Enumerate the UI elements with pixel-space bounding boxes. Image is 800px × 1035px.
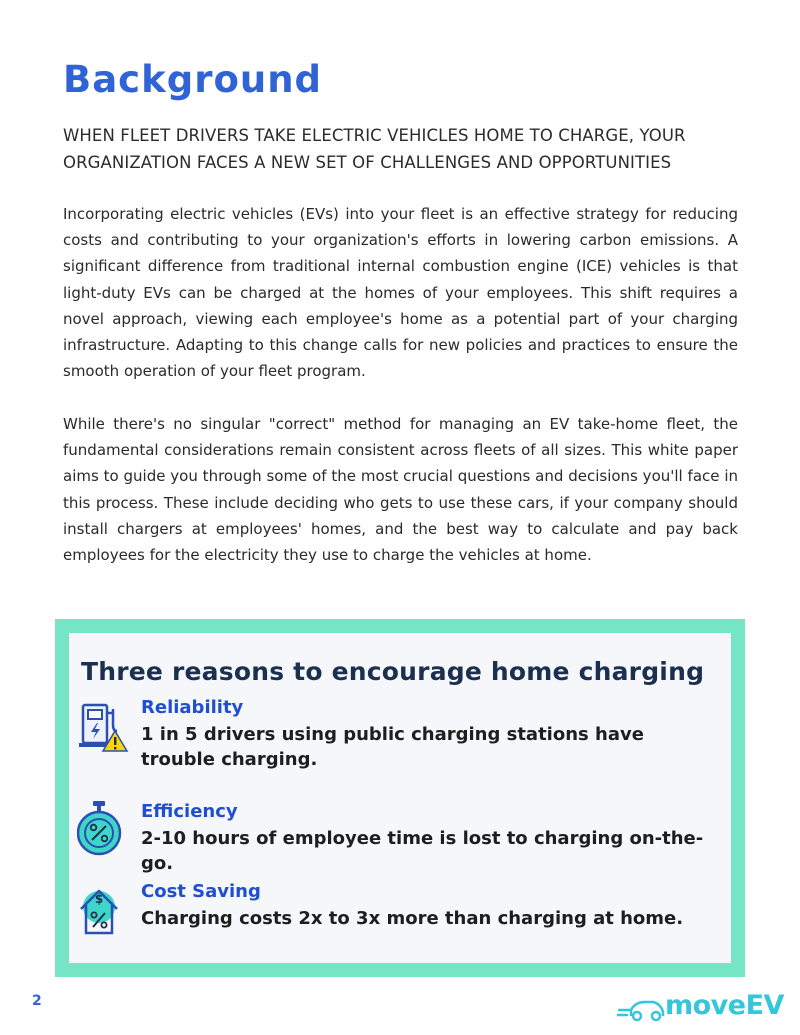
charging-station-warning-icon — [77, 697, 129, 753]
callout-box — [55, 619, 745, 977]
body-paragraph-2: While there's no singular "correct" method for managing an EV take-home fleet, the fundamental considerations remain consistent across fleets of all sizes. This white paper aims to guide you through some of the most crucial questions and decisions you'll face in this process. These include deciding who gets to use these cars, if your company should install chargers at employees' homes, and the best way to calculate and pay back employees for the electricity they use to charge the vehicles at home. — [63, 415, 738, 565]
reason-title: Cost Saving — [141, 881, 261, 902]
page-number: 2 — [32, 993, 42, 1009]
house-dollar-percent-icon — [77, 881, 129, 937]
car-logo-icon — [617, 998, 665, 1022]
callout-title: Three reasons to encourage home charging — [81, 657, 705, 686]
reason-text: 2-10 hours of employee time is lost to charging on-the-go. — [141, 828, 704, 874]
body-paragraph-1: Incorporating electric vehicles (EVs) into your fleet is an effective strategy for reducing costs and contributing to your organization's efforts in lowering carbon emissions. A significant difference from traditional internal combustion engine (ICE) vehicles is that light-duty EVs can be charged at the homes of your employees. This shift requires a novel approach, viewing each employee's home as a potential part of your charging infrastructure. Adapting to this change calls for new policies and practices to ensure the smooth operation of your fleet program. — [63, 205, 738, 381]
svg-text:$: $ — [94, 892, 104, 906]
brand-logo — [617, 990, 787, 1030]
reason-text: 1 in 5 drivers using public charging stations have trouble charging. — [141, 724, 644, 770]
reason-text: Charging costs 2x to 3x more than charging at home. — [141, 908, 684, 929]
logo-text: moveEV — [665, 990, 784, 1021]
reason-title: Reliability — [141, 697, 244, 718]
reason-title: Efficiency — [141, 801, 238, 822]
page-title: Background — [63, 58, 323, 101]
callout-panel — [69, 633, 731, 963]
page-subtitle: WHEN FLEET DRIVERS TAKE ELECTRIC VEHICLES HOME TO CHARGE, YOUR ORGANIZATION FACES A NEW SET OF CHALLENGES AND OPPORTUNITIES — [63, 126, 686, 172]
stopwatch-percent-icon — [77, 801, 129, 857]
